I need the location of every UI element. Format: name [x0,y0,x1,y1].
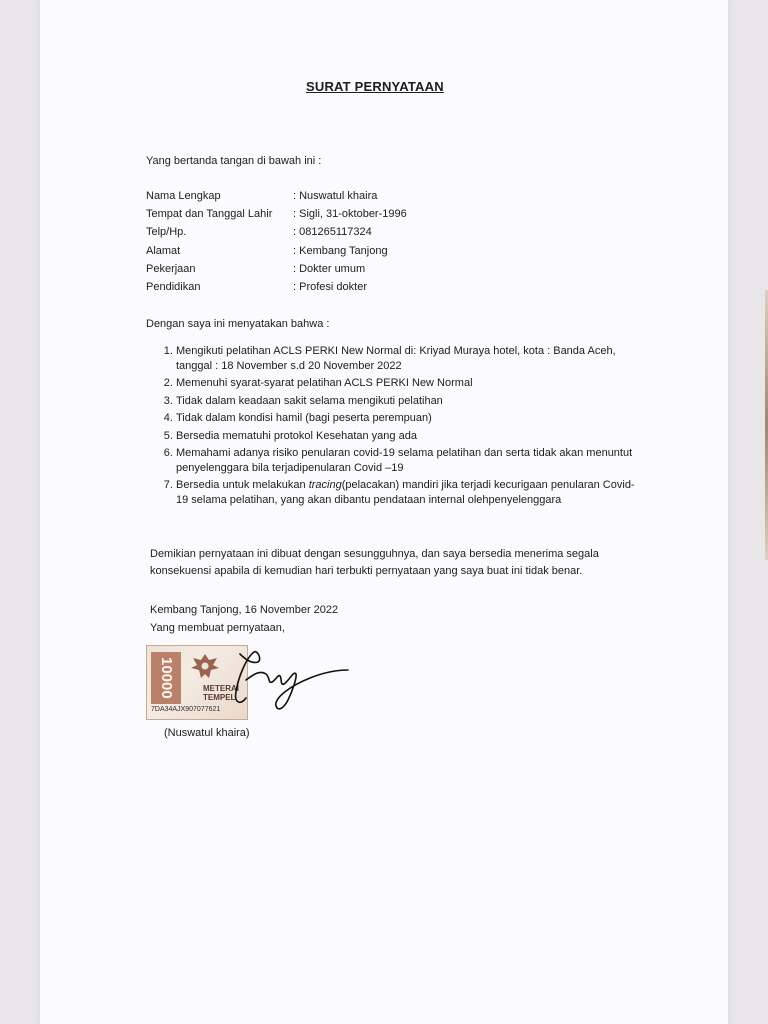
point-text: (pelacakan) mandiri jika terjadi kecurigaan penularan Covid-19 selama pelatihan, yang akan dibantu pendataan internal olehpenyelenggara [176,479,635,506]
stamp-serial: 7DA34AJX907077621 [151,706,221,713]
field-label: Telp/Hp. [146,226,187,239]
place-date: Kembang Tanjong, 16 November 2022 [150,604,339,616]
stamp-value: 10000 [151,652,181,704]
declaration-points [156,344,638,510]
point-text: Bersedia untuk melakukan [176,479,309,491]
field-value: : Kembang Tanjong [293,244,388,257]
field-value: : 081265117324 [293,226,372,239]
declaration-point: 1. Mengikuti pelatihan ACLS PERKI New Normal di: Kriyad Muraya hotel, kota : Banda Aceh, tanggal : 18 November s.d 20 November 2022 [176,344,638,373]
field-label: Nama Lengkap [146,190,221,202]
field-label: Pekerjaan [146,262,196,275]
declaration-point: 6. Memahami adanya risiko penularan covid-19 selama pelatihan dan serta tidak akan menuntut penyelenggara bila terjadipenularan Covid –19 [176,446,638,475]
declaration-point: 3. Tidak dalam keadaan sakit selama mengikuti pelatihan [176,394,638,409]
maker-label: Yang membuat pernyataan, [150,622,285,634]
field-value: : Dokter umum [293,262,366,275]
handwritten-signature [200,640,350,720]
declaration-point: 5. Bersedia mematuhi protokol Kesehatan yang ada [176,429,638,444]
point-italic-term: tracing [308,479,342,491]
intro-text: Yang bertanda tangan di bawah ini : [146,155,322,167]
declaration-point: 2. Memenuhi syarat-syarat pelatihan ACLS PERKI New Normal [176,376,638,391]
field-label: Tempat dan Tanggal Lahir [146,208,273,221]
declaration-intro: Dengan saya ini menyatakan bahwa : [146,318,330,330]
stamp-brand: METERAI TEMPEL [203,684,239,702]
field-value: : Sigli, 31-oktober-1996 [293,208,407,221]
signer-name: (Nuswatul khaira) [164,727,250,739]
declaration-point [176,478,638,507]
field-value: : Nuswatul khaira [293,190,378,202]
declaration-point: 4. Tidak dalam kondisi hamil (bagi peserta perempuan) [176,411,638,426]
document-page [40,0,728,1024]
closing-paragraph: Demikian pernyataan ini dibuat dengan sesungguhnya, dan saya bersedia menerima segala konsekuensi apabila di kemudian hari terbukti pernyataan yang saya buat ini tidak benar. [150,548,599,577]
field-label: Pendidikan [146,281,201,293]
document-title: SURAT PERNYATAAN [306,79,444,94]
field-value: : Profesi dokter [293,281,367,293]
field-label: Alamat [146,244,181,257]
